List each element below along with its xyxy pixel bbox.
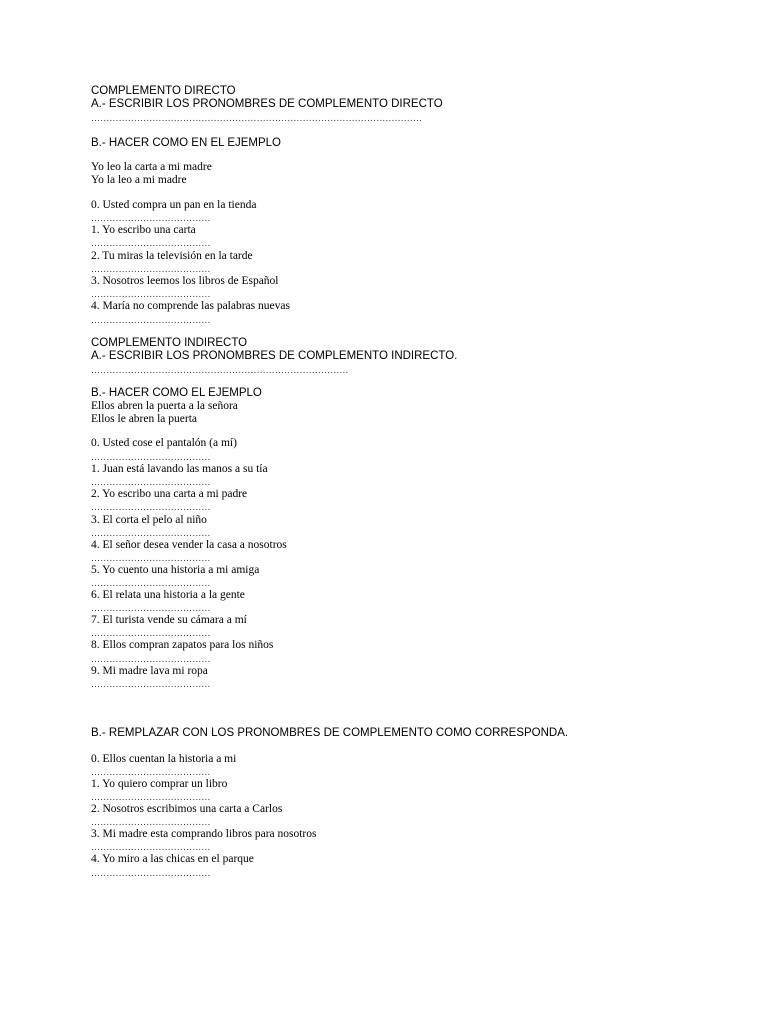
- answer-blank: …………………………………: [91, 315, 211, 325]
- answer-blank: …………………………………: [91, 213, 211, 223]
- answer-blank: …………………………………: [91, 502, 211, 512]
- answer-blank: …………………………………: [91, 842, 211, 852]
- answer-blank: …………………………………………………………………………: [91, 365, 349, 375]
- answer-blank: …………………………………: [91, 528, 211, 538]
- exercise-item: 2. Yo escribo una carta a mi padre: [91, 488, 248, 500]
- exercise-item: 2. Tu miras la televisión en la tarde: [91, 250, 253, 262]
- example-sentence: Yo leo la carta a mi madre: [91, 161, 212, 173]
- answer-blank: …………………………………: [91, 578, 211, 588]
- exercise-item: 1. Yo quiero comprar un libro: [91, 778, 228, 790]
- exercise-item: 4. Yo miro a las chicas en el parque: [91, 853, 254, 865]
- exercise-item: 1. Juan está lavando las manos a su tía: [91, 463, 268, 475]
- answer-blank: …………………………………: [91, 238, 211, 248]
- answer-blank: …………………………………: [91, 792, 211, 802]
- section-title-directo: COMPLEMENTO DIRECTO: [91, 85, 236, 97]
- answer-blank: …………………………………: [91, 868, 211, 878]
- exercise-item: 2. Nosotros escribimos una carta a Carlos: [91, 803, 283, 815]
- exercise-item: 6. El relata una historia a la gente: [91, 589, 245, 601]
- exercise-item: 5. Yo cuento una historia a mi amiga: [91, 564, 260, 576]
- exercise-item: 0. Usted compra un pan en la tienda: [91, 199, 257, 211]
- answer-blank: …………………………………: [91, 603, 211, 613]
- exercise-item: 7. El turista vende su cámara a mí: [91, 614, 247, 626]
- exercise-item: 3. El corta el pelo al niño: [91, 514, 207, 526]
- instruction-a-indirecto: A.- ESCRIBIR LOS PRONOMBRES DE COMPLEMENTO INDIRECTO.: [91, 350, 458, 362]
- exercise-item: 4. María no comprende las palabras nuevas: [91, 300, 290, 312]
- answer-blank: …………………………………: [91, 553, 211, 563]
- answer-blank: …………………………………: [91, 654, 211, 664]
- answer-blank: …………………………………: [91, 679, 211, 689]
- answer-blank: …………………………………: [91, 628, 211, 638]
- exercise-item: 4. El señor desea vender la casa a nosotros: [91, 539, 287, 551]
- exercise-item: 9. Mi madre lava mi ropa: [91, 665, 208, 677]
- example-sentence: Ellos abren la puerta a la señora: [91, 400, 238, 412]
- instruction-b-remplazar: B.- REMPLAZAR CON LOS PRONOMBRES DE COMPLEMENTO COMO CORRESPONDA.: [91, 727, 569, 739]
- example-answer: Yo la leo a mi madre: [91, 174, 187, 186]
- instruction-a-directo: A.- ESCRIBIR LOS PRONOMBRES DE COMPLEMENTO DIRECTO: [91, 98, 443, 110]
- exercise-item: 0. Ellos cuentan la historia a mi: [91, 753, 237, 765]
- exercise-item: 8. Ellos compran zapatos para los niños: [91, 639, 274, 651]
- instruction-b-directo: B.- HACER COMO EN EL EJEMPLO: [91, 137, 281, 149]
- answer-blank: …………………………………: [91, 817, 211, 827]
- answer-blank: …………………………………: [91, 477, 211, 487]
- exercise-item: 3. Nosotros leemos los libros de Español: [91, 275, 279, 287]
- answer-blank: ………………………………………………………………………………………………: [91, 113, 423, 123]
- exercise-item: 3. Mi madre esta comprando libros para nosotros: [91, 828, 317, 840]
- instruction-b-indirecto: B.- HACER COMO EL EJEMPLO: [91, 387, 262, 399]
- answer-blank: …………………………………: [91, 264, 211, 274]
- answer-blank: …………………………………: [91, 767, 211, 777]
- answer-blank: …………………………………: [91, 289, 211, 299]
- exercise-item: 1. Yo escribo una carta: [91, 224, 196, 236]
- exercise-item: 0. Usted cose el pantalón (a mí): [91, 437, 237, 449]
- section-title-indirecto: COMPLEMENTO INDIRECTO: [91, 337, 248, 349]
- answer-blank: …………………………………: [91, 452, 211, 462]
- example-answer: Ellos le abren la puerta: [91, 413, 198, 425]
